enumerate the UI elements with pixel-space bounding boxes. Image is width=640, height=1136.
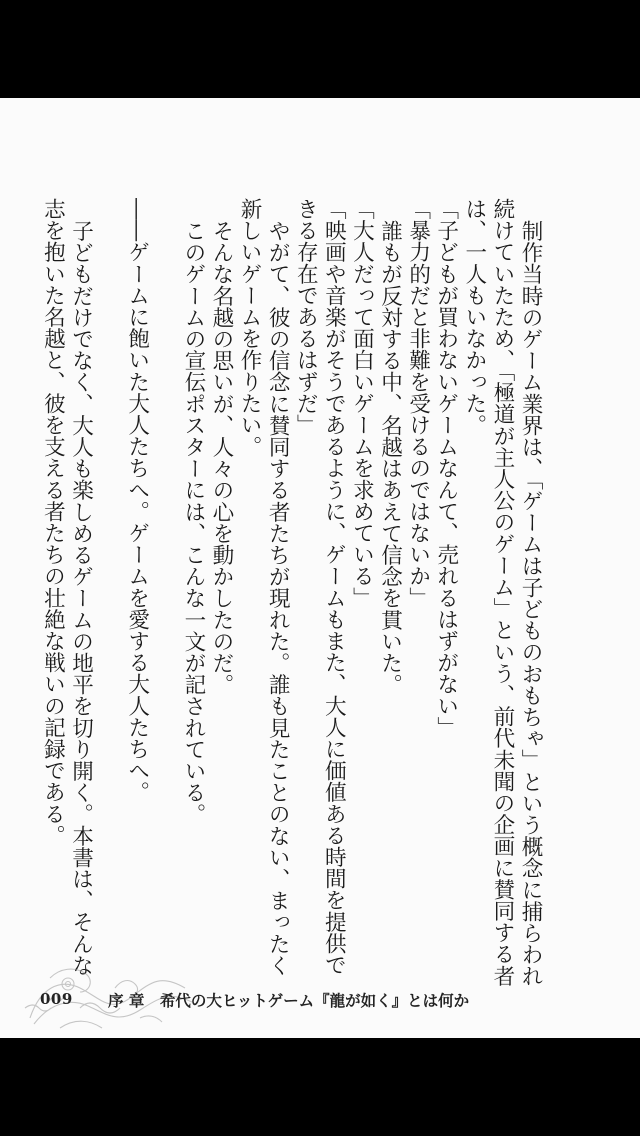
body-paragraph: ――ゲームに飽いた大人たちへ。ゲームを愛する大人たちへ。 [124,198,150,803]
body-text [38,198,544,988]
page-footer [0,958,640,1038]
body-paragraph: 「子どもが買わないゲームなんて、売れるはずがない」 [433,198,459,738]
paragraph-spacer [95,198,123,988]
body-paragraph: 「暴力的だと非難を受けるのではないか」 [405,198,431,609]
paragraph-spacer [151,198,179,988]
body-paragraph: このゲームの宣伝ポスターには、こんな一文が記されている。 [180,219,206,825]
running-head: 序 章 希代の大ヒットゲーム『龍が如く』とは何か [108,991,470,1010]
body-paragraph: 「映画や音楽がそうであるように、ゲームもまた、大人に価値ある時間を提供できる存在であるはずだ」 [293,198,347,976]
page-number: 009 [40,990,73,1008]
body-paragraph: 制作当時のゲーム業界は、「ゲームは子どものおもちゃ」という概念に捕らわれ続けていたため、「極道が主人公のゲーム」という、前代未聞の企画に賛同する者は、一人もいなかった。 [461,198,543,987]
body-paragraph: 誰もが反対する中、名越はあえて信念を貫いた。 [377,219,403,695]
book-page[interactable] [0,98,640,1038]
body-paragraph: 子どもだけでなく、大人も楽しめるゲームの地平を切り開く。本書は、そんな志を抱いた名越と、彼を支える者たちの壮絶な戦いの記録である。 [40,198,94,976]
body-paragraph: そんな名越の思いが、人々の心を動かしたのだ。 [208,219,234,695]
body-paragraph: 「大人だって面白いゲームを求めている」 [349,198,375,609]
body-paragraph: やがて、彼の信念に賛同する者たちが現れた。誰も見たことのない、まったく新しいゲームを作りたい。 [237,198,291,976]
